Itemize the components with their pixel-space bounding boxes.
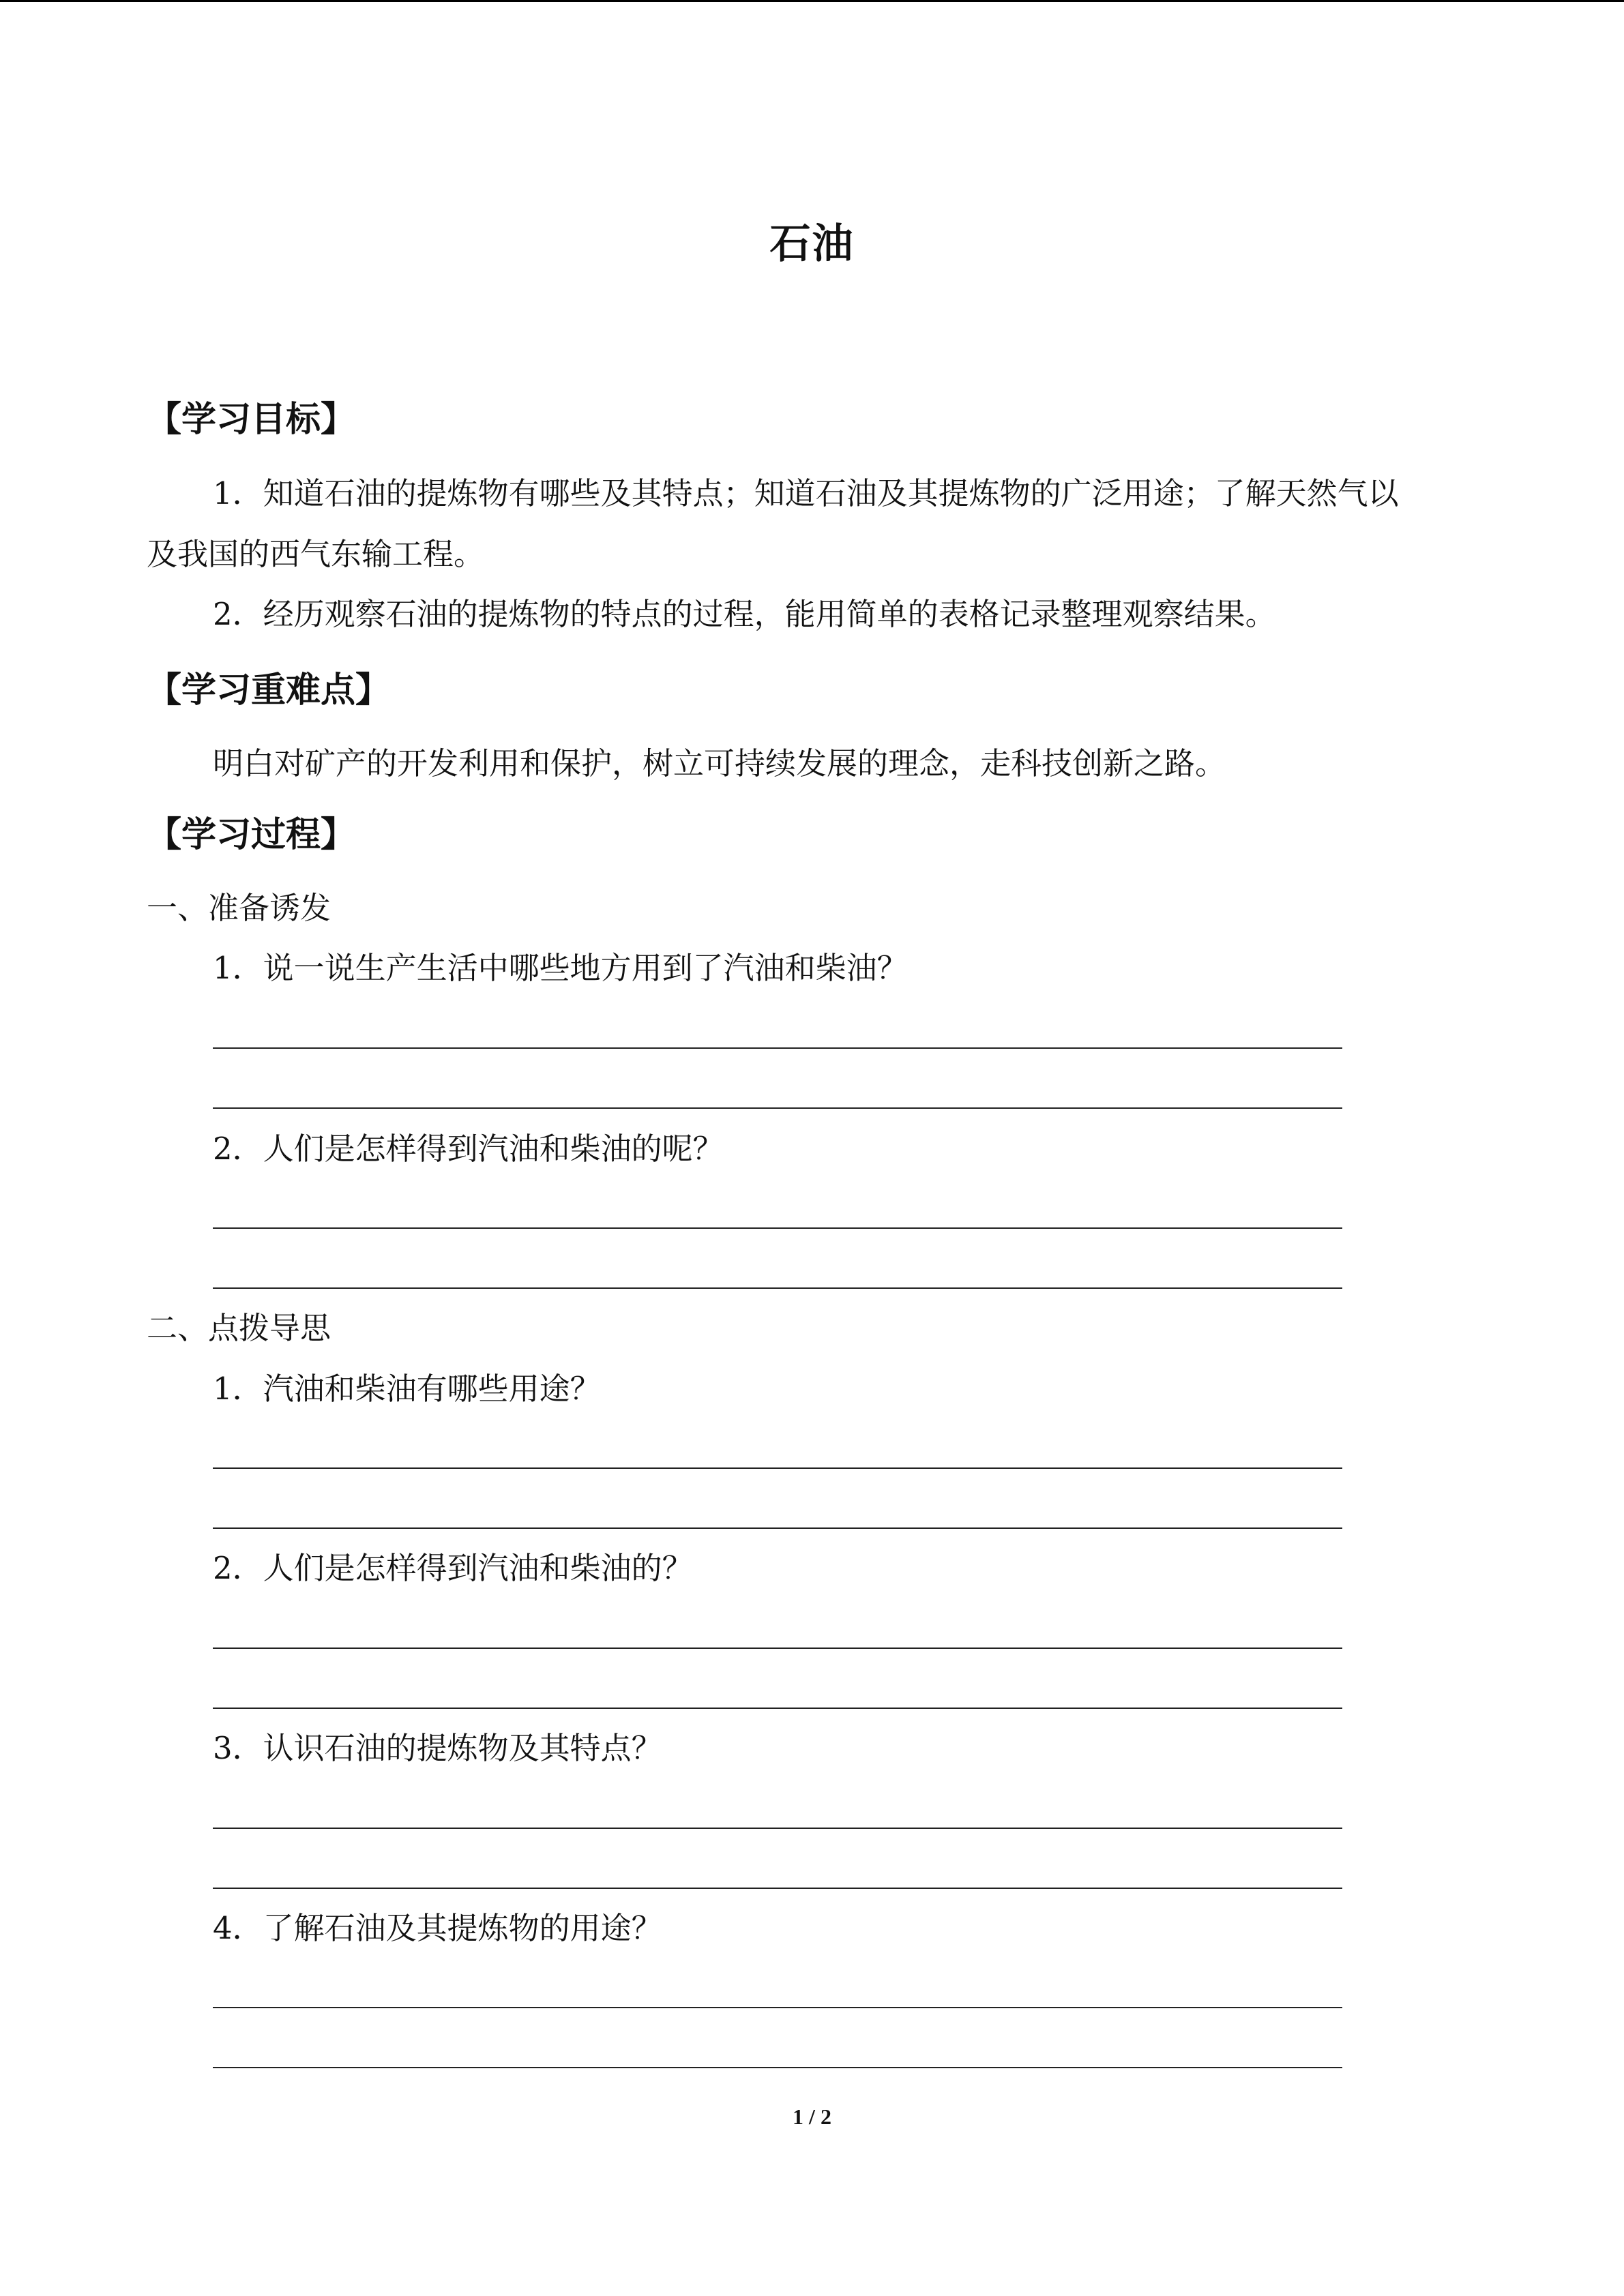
page-number: 1 / 2 [793, 2104, 831, 2129]
answer-line [213, 1888, 1342, 1889]
part1-question-1: 1．说一说生产生活中哪些地方用到了汽油和柴油？ [213, 950, 908, 986]
answer-line [213, 1227, 1342, 1229]
key-points-heading: 【学习重难点】 [147, 670, 391, 711]
part1-question-2: 2．人们是怎样得到汽油和柴油的呢？ [213, 1131, 724, 1167]
answer-line [213, 1107, 1342, 1109]
document-title: 石油 [769, 220, 855, 268]
objective-item-2: 2．经历观察石油的提炼物的特点的过程，能用简单的表格记录整理观察结果。 [213, 596, 1276, 632]
process-heading: 【学习过程】 [147, 815, 356, 855]
part2-question-1: 1．汽油和柴油有哪些用途？ [213, 1371, 601, 1407]
part2-question-4: 4．了解石油及其提炼物的用途？ [213, 1910, 662, 1946]
answer-line [213, 2007, 1342, 2008]
answer-line [213, 1287, 1342, 1289]
answer-line [213, 1467, 1342, 1469]
objectives-heading: 【学习目标】 [147, 400, 356, 440]
key-points-text: 明白对矿产的开发利用和保护，树立可持续发展的理念，走科技创新之路。 [213, 745, 1226, 781]
part2-title: 二、点拨导思 [147, 1310, 331, 1346]
part1-title: 一、准备诱发 [147, 890, 331, 926]
objective-item-1-line-2: 及我国的西气东输工程。 [147, 536, 485, 572]
answer-line [213, 1708, 1342, 1709]
answer-line [213, 1828, 1342, 1829]
part2-question-3: 3．认识石油的提炼物及其特点？ [213, 1730, 662, 1766]
answer-line [213, 2067, 1342, 2068]
objective-item-1-line-1: 1．知道石油的提炼物有哪些及其特点；知道石油及其提炼物的广泛用途；了解天然气以 [213, 475, 1399, 511]
answer-line [213, 1527, 1342, 1529]
part2-question-2: 2．人们是怎样得到汽油和柴油的？ [213, 1550, 693, 1586]
answer-line [213, 1047, 1342, 1049]
answer-line [213, 1648, 1342, 1649]
